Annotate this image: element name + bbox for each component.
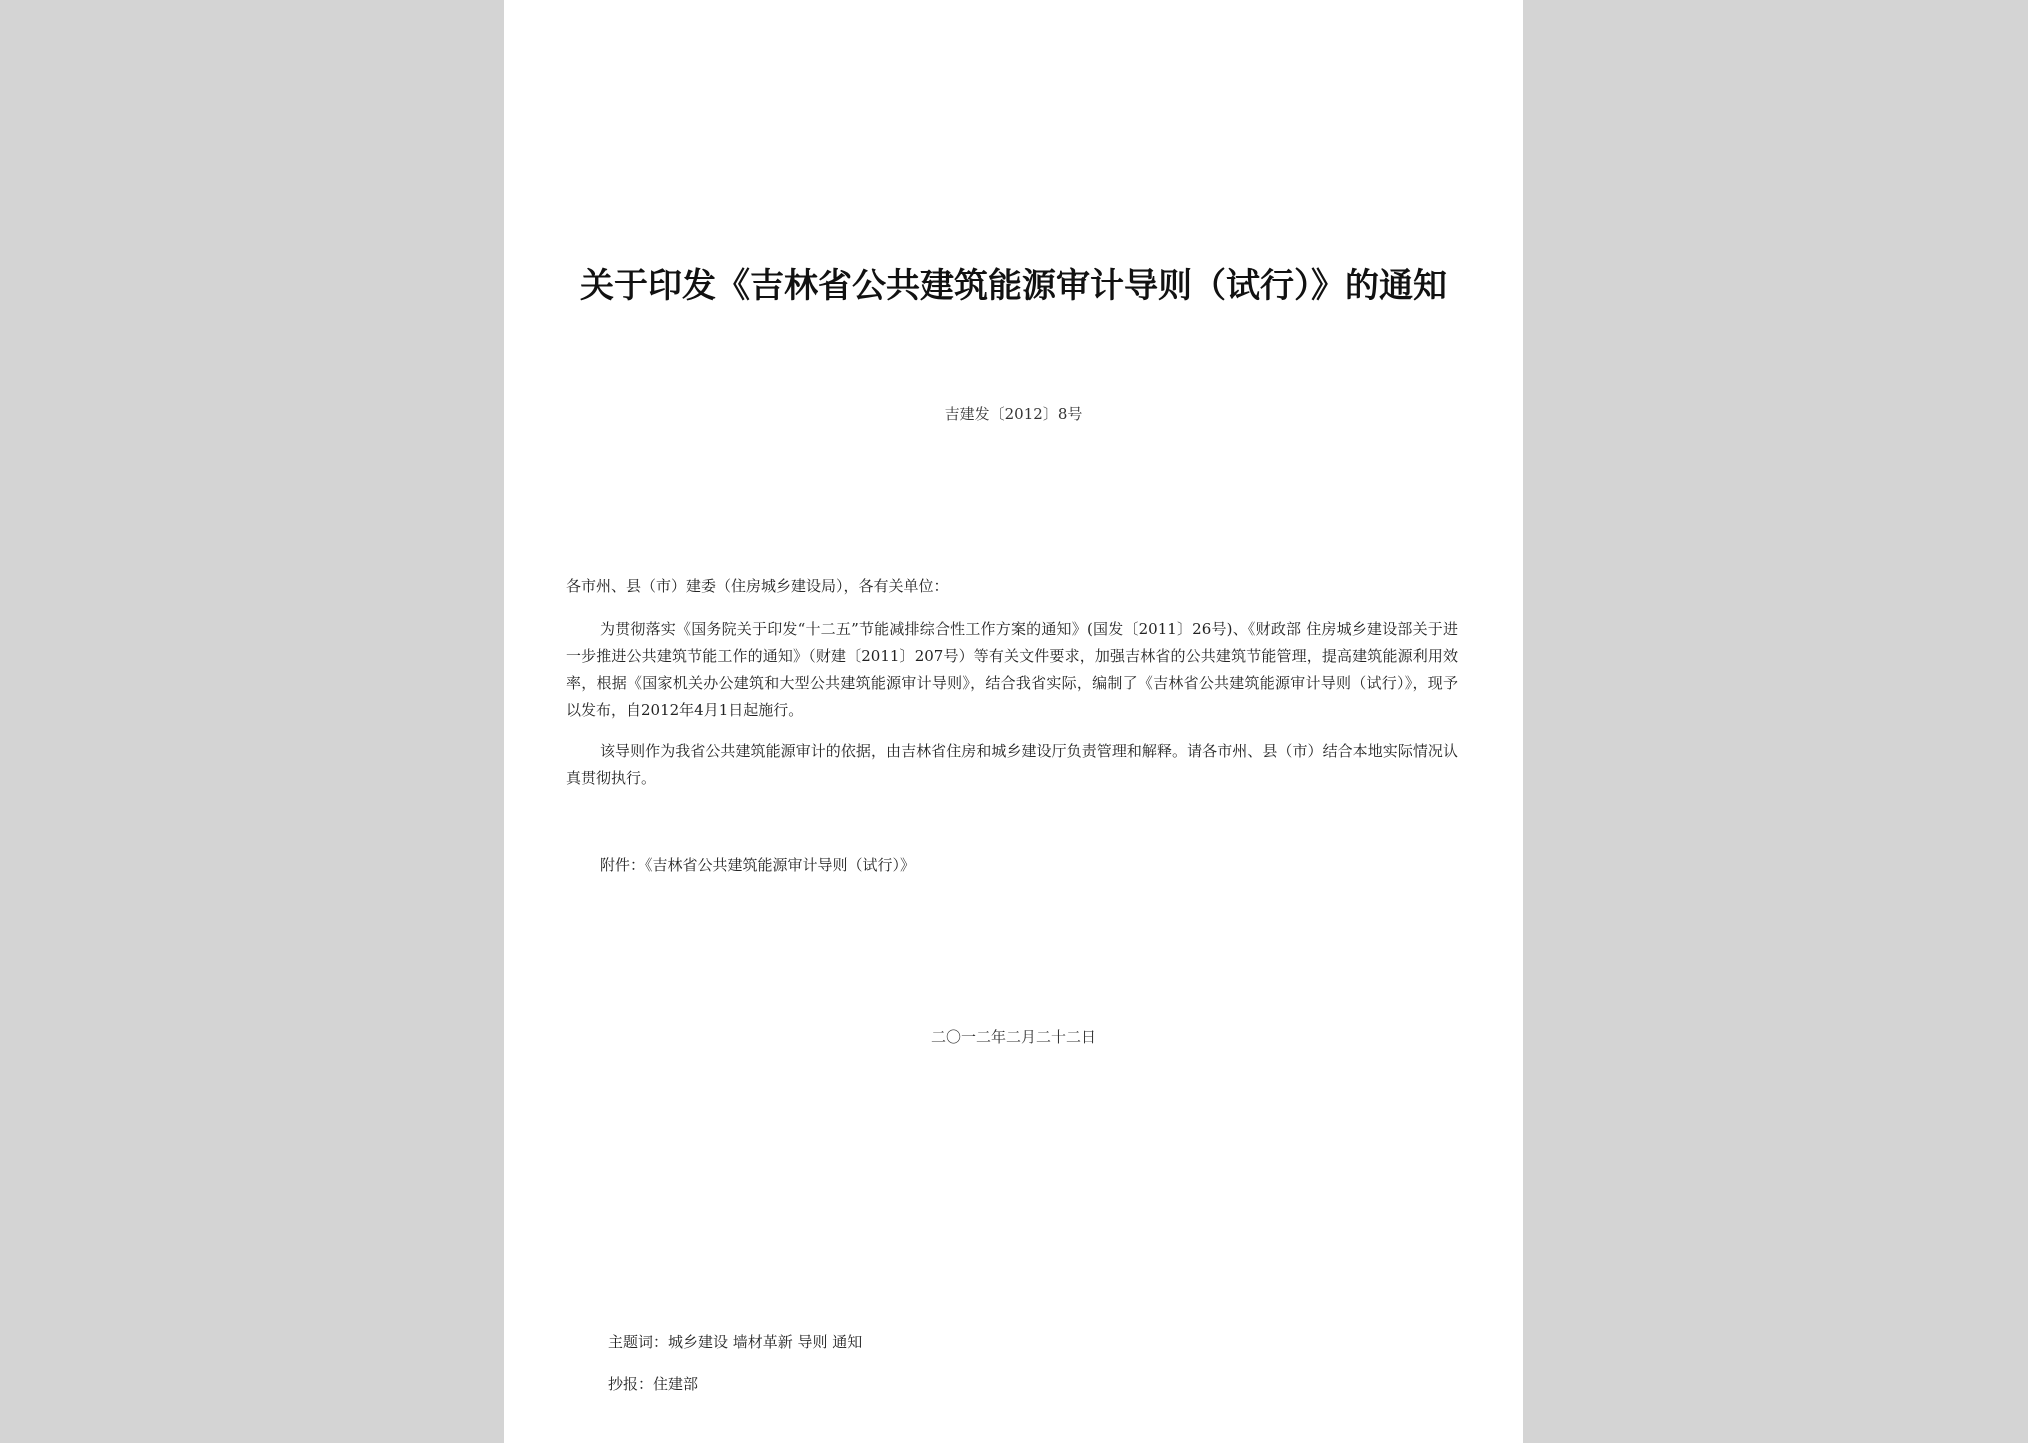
issue-date: 二〇一二年二月二十二日 [930,1028,1096,1046]
document-number: 吉建发〔2012〕8号 [944,405,1083,423]
body-paragraph: 为贯彻落实《国务院关于印发“十二五”节能减排综合性工作方案的通知》(国发〔2011〕26号)、《财政部 住房城乡建设部关于进一步推进公共建筑节能工作的通知》（财建〔2011〕207号）等有关文件要求，加强吉林省的公共建筑节能管理，提高建筑能源利用效率，根据《国家机关办公建筑和大型公共建筑能源审计导则》，结合我省实际，编制了《吉林省公共建筑能源审计导则（试行）》，现予以发布，自2012年4月1日起施行。 [566,620,1458,719]
document-page [504,0,1523,1443]
body-paragraph: 该导则作为我省公共建筑能源审计的依据，由吉林省住房和城乡建设厅负责管理和解释。请各市州、县（市）结合本地实际情况认真贯彻执行。 [566,742,1458,787]
attachment-line: 附件：《吉林省公共建筑能源审计导则（试行）》 [600,856,916,874]
subject-keywords: 主题词：城乡建设 墙材革新 导则 通知 [608,1333,863,1351]
salutation: 各市州、县（市）建委（住房城乡建设局），各有关单位： [566,577,949,595]
cc-line: 抄报：住建部 [608,1375,699,1393]
document-title: 关于印发《吉林省公共建筑能源审计导则（试行）》的通知 [580,266,1447,306]
